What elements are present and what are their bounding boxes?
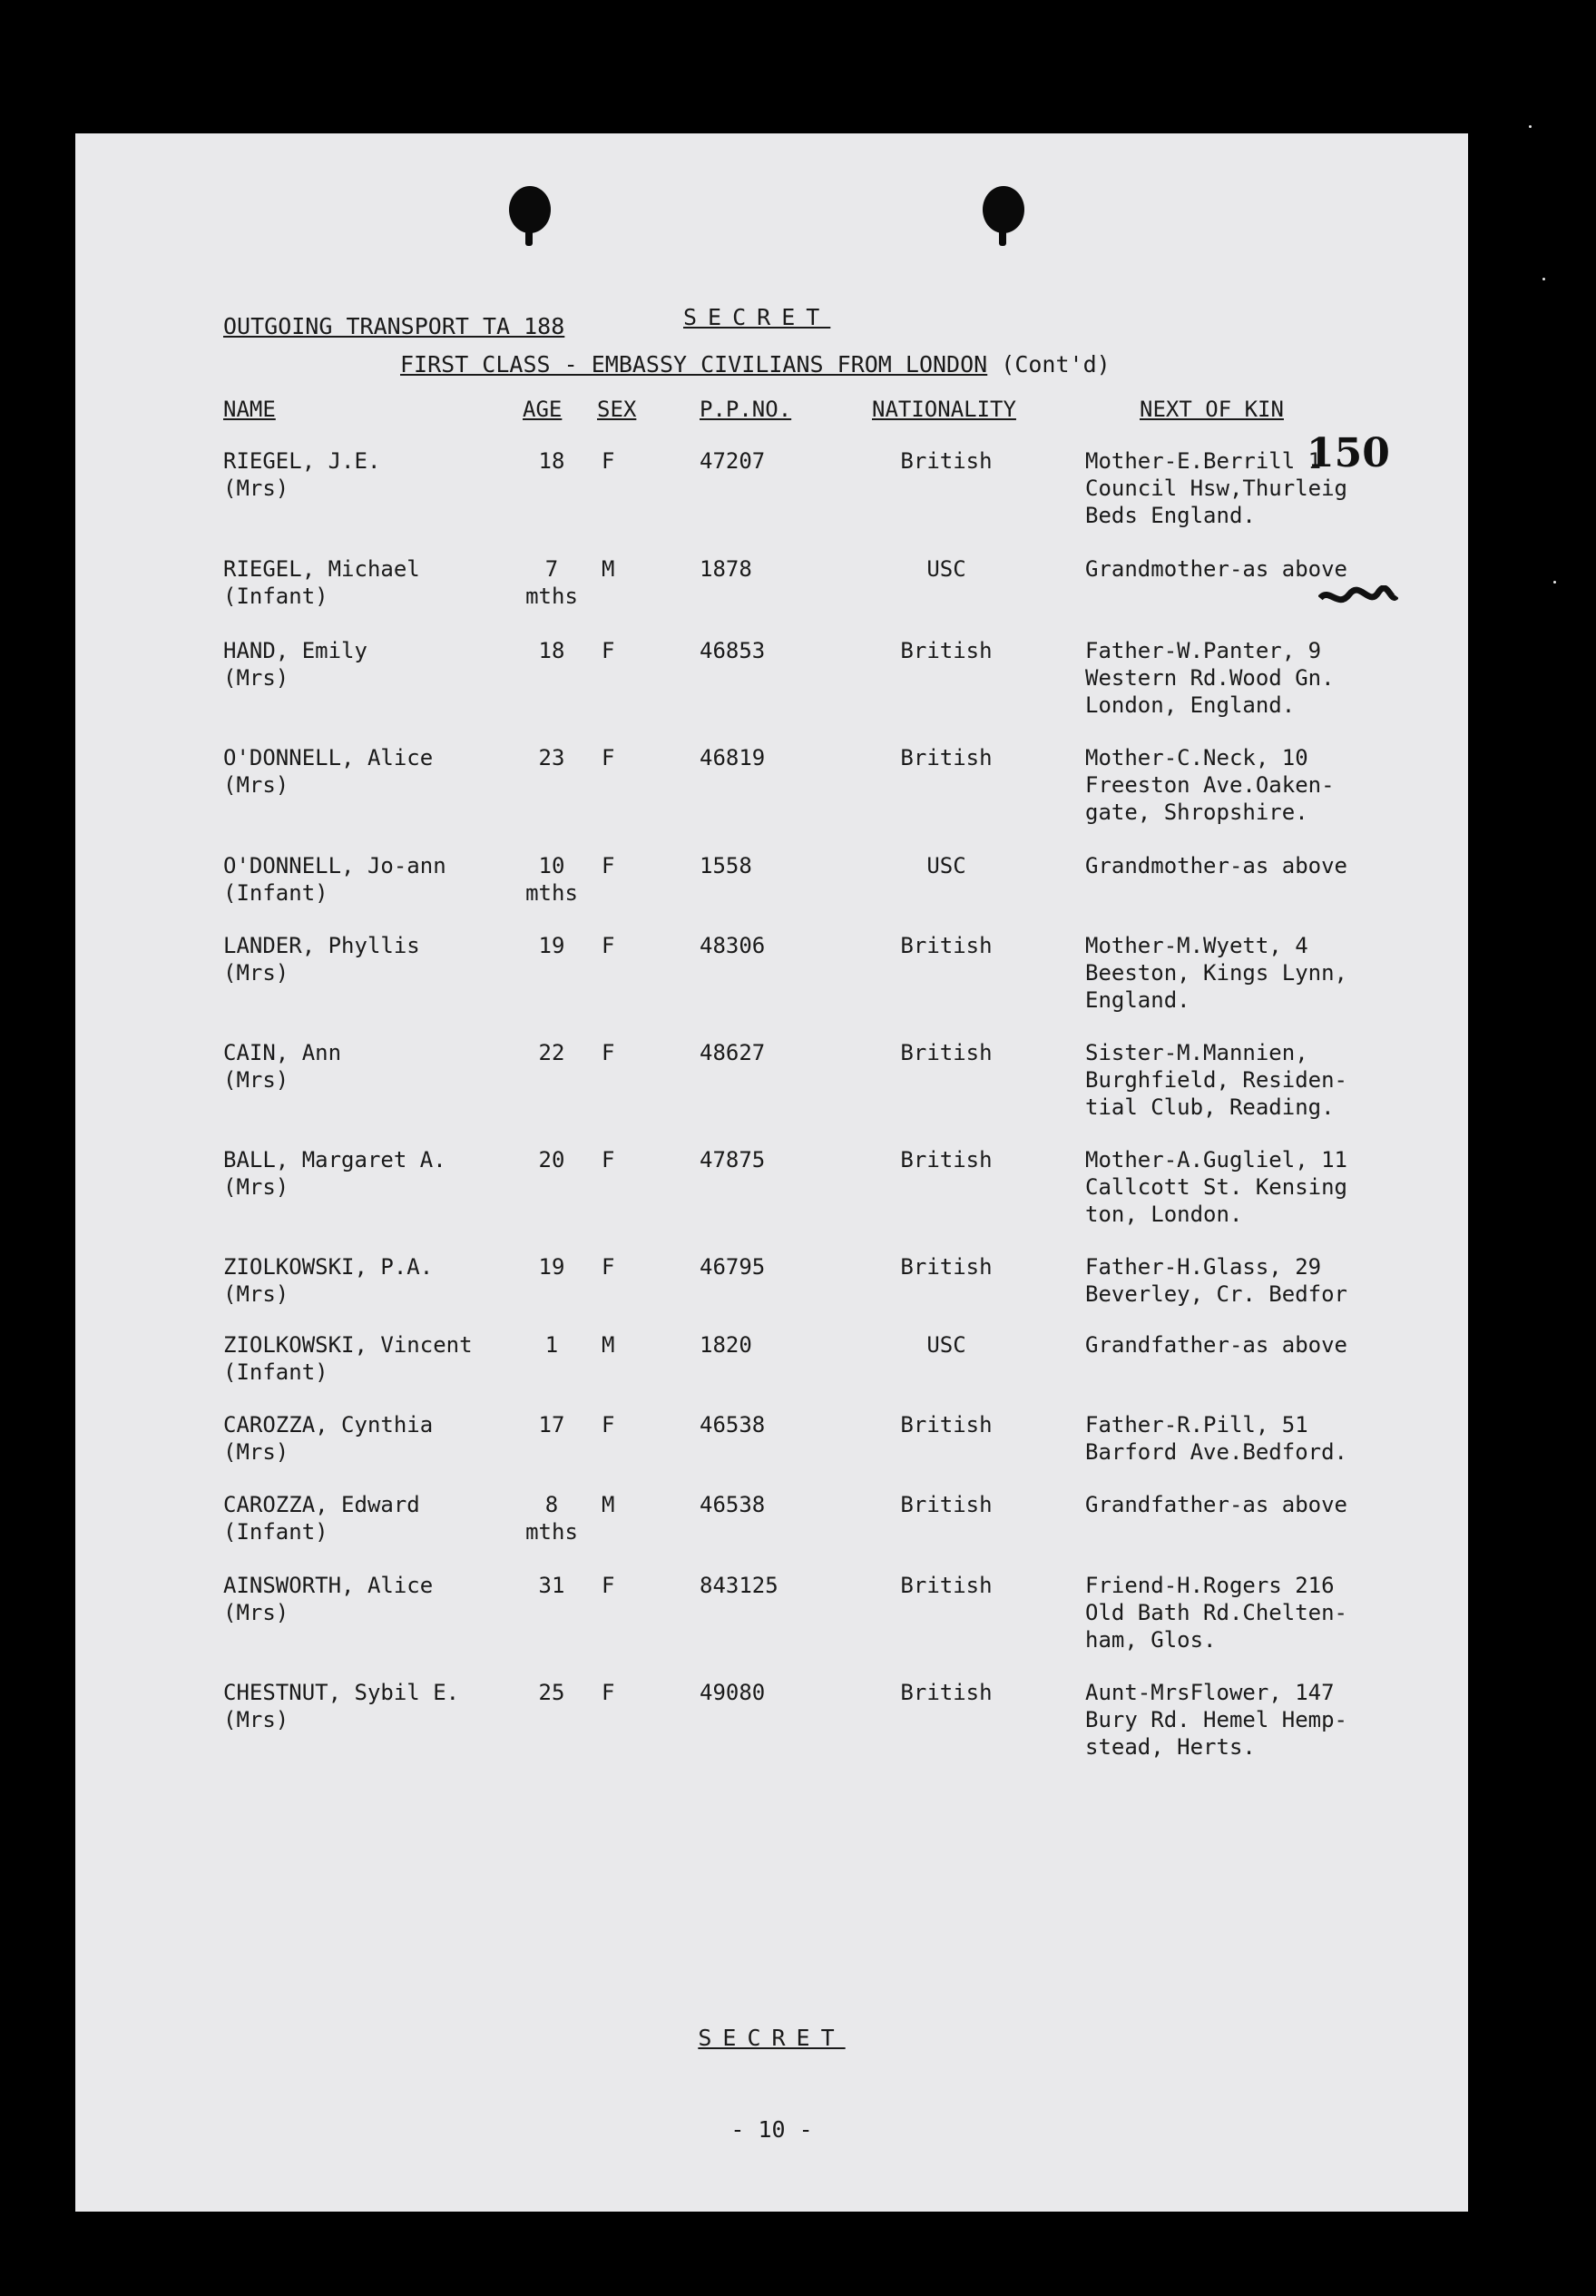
cell-pp-no: 843125 [700,1573,778,1598]
cell-sex: F [602,853,615,878]
cell-sex: F [602,1147,615,1173]
cell-pp-no: 1878 [700,556,752,582]
cell-name: HAND, Emily (Mrs) [223,638,367,691]
cell-nationality: USC [926,556,966,582]
cell-pp-no: 46795 [700,1254,766,1280]
transport-title: OUTGOING TRANSPORT TA 188 [223,313,565,339]
cell-pp-no: 47207 [700,448,766,474]
cell-age: 20 [538,1147,565,1173]
cell-name: CAROZZA, Cynthia (Mrs) [223,1412,434,1465]
cell-pp-no: 47875 [700,1147,766,1173]
column-header-age: AGE [523,397,563,422]
cell-pp-no: 49080 [700,1680,766,1705]
cell-pp-no: 48306 [700,933,766,958]
column-header-next-of-kin: NEXT OF KIN [1140,397,1284,422]
cell-next-of-kin: Mother-C.Neck, 10 Freeston Ave.Oaken- gate, Shropshire. [1085,745,1335,825]
column-header-pp-no: P.P.NO. [700,397,792,422]
dust-speck [1553,581,1556,584]
column-header-nationality: NATIONALITY [872,397,1016,422]
ink-scribble [1318,585,1398,611]
cell-pp-no: 46538 [700,1412,766,1437]
column-header-name: NAME [223,397,276,422]
cell-next-of-kin: Grandmother-as above [1085,556,1347,582]
cell-name: ZIOLKOWSKI, P.A. (Mrs) [223,1254,434,1307]
cell-age: 10 mths [525,853,578,906]
cell-age: 17 [538,1412,565,1437]
cell-nationality: British [900,1680,993,1705]
cell-sex: F [602,933,615,958]
cell-pp-no: 46853 [700,638,766,663]
cell-name: O'DONNELL, Jo-ann (Infant) [223,853,446,906]
subtitle-text: FIRST CLASS - EMBASSY CIVILIANS FROM LONDON [400,351,988,378]
cell-age: 25 [538,1680,565,1705]
cell-nationality: British [900,1573,993,1598]
cell-age: 8 mths [525,1492,578,1545]
cell-age: 31 [538,1573,565,1598]
cell-next-of-kin: Mother-A.Gugliel, 11 Callcott St. Kensing ton, London. [1085,1147,1347,1227]
cell-sex: M [602,556,615,582]
cell-next-of-kin: Mother-E.Berrill 1 Council Hsw,Thurleig Beds England. [1085,448,1347,528]
cell-nationality: British [900,745,993,770]
dust-speck [1529,125,1532,128]
cell-name: CAROZZA, Edward (Infant) [223,1492,420,1545]
cell-sex: F [602,1680,615,1705]
cell-age: 1 [544,1332,559,1358]
cell-nationality: British [900,1254,993,1280]
cell-pp-no: 46538 [700,1492,766,1517]
cell-pp-no: 48627 [700,1040,766,1065]
secret-header: SECRET [683,304,831,330]
stamp-number: 150 [1307,430,1390,476]
cell-pp-no: 46819 [700,745,766,770]
cell-name: O'DONNELL, Alice (Mrs) [223,745,434,798]
cell-sex: F [602,1254,615,1280]
cell-next-of-kin: Father-H.Glass, 29 Beverley, Cr. Bedfor [1085,1254,1347,1307]
cell-nationality: British [900,1040,993,1065]
cell-name: ZIOLKOWSKI, Vincent (Infant) [223,1332,473,1385]
cell-nationality: British [900,1147,993,1173]
cell-name: CAIN, Ann (Mrs) [223,1040,342,1093]
punch-hole [983,186,1024,233]
cell-age: 7 mths [525,556,578,609]
cell-nationality: British [900,1492,993,1517]
cell-nationality: British [900,1412,993,1437]
cell-age: 22 [538,1040,565,1065]
cell-nationality: British [900,448,993,474]
cell-name: LANDER, Phyllis (Mrs) [223,933,420,986]
cell-next-of-kin: Aunt-MrsFlower, 147 Bury Rd. Hemel Hemp- stead, Herts. [1085,1680,1347,1760]
cell-nationality: British [900,638,993,663]
cell-age: 19 [538,933,565,958]
cell-age: 18 [538,638,565,663]
cell-nationality: USC [926,853,966,878]
cell-name: AINSWORTH, Alice (Mrs) [223,1573,434,1625]
cell-next-of-kin: Sister-M.Mannien, Burghfield, Residen- tial Club, Reading. [1085,1040,1347,1120]
cell-next-of-kin: Mother-M.Wyett, 4 Beeston, Kings Lynn, England. [1085,933,1347,1013]
cell-sex: F [602,745,615,770]
cell-sex: F [602,638,615,663]
cell-nationality: British [900,933,993,958]
cell-next-of-kin: Grandmother-as above [1085,853,1347,878]
cell-sex: F [602,1040,615,1065]
cell-next-of-kin: Grandfather-as above [1085,1332,1347,1358]
cell-age: 19 [538,1254,565,1280]
dust-speck [1542,278,1545,280]
cell-pp-no: 1820 [700,1332,752,1358]
cell-next-of-kin: Father-R.Pill, 51 Barford Ave.Bedford. [1085,1412,1347,1465]
cell-sex: F [602,1412,615,1437]
cell-name: CHESTNUT, Sybil E. (Mrs) [223,1680,460,1732]
cell-sex: M [602,1492,615,1517]
punch-hole [509,186,551,233]
section-subtitle [400,351,1111,378]
cell-age: 23 [538,745,565,770]
secret-footer: SECRET [698,2025,846,2051]
contd-text: (Cont'd) [1001,351,1111,378]
column-header-sex: SEX [597,397,637,422]
cell-name: BALL, Margaret A. (Mrs) [223,1147,446,1200]
cell-sex: F [602,448,615,474]
cell-sex: F [602,1573,615,1598]
cell-next-of-kin: Father-W.Panter, 9 Western Rd.Wood Gn. London, England. [1085,638,1335,718]
document-page [75,133,1468,2212]
cell-age: 18 [538,448,565,474]
cell-next-of-kin: Friend-H.Rogers 216 Old Bath Rd.Chelten- ham, Glos. [1085,1573,1347,1653]
page-number: - 10 - [730,2116,813,2143]
cell-sex: M [602,1332,615,1358]
cell-pp-no: 1558 [700,853,752,878]
cell-next-of-kin: Grandfather-as above [1085,1492,1347,1517]
cell-nationality: USC [926,1332,966,1358]
cell-name: RIEGEL, J.E. (Mrs) [223,448,381,501]
cell-name: RIEGEL, Michael (Infant) [223,556,420,609]
